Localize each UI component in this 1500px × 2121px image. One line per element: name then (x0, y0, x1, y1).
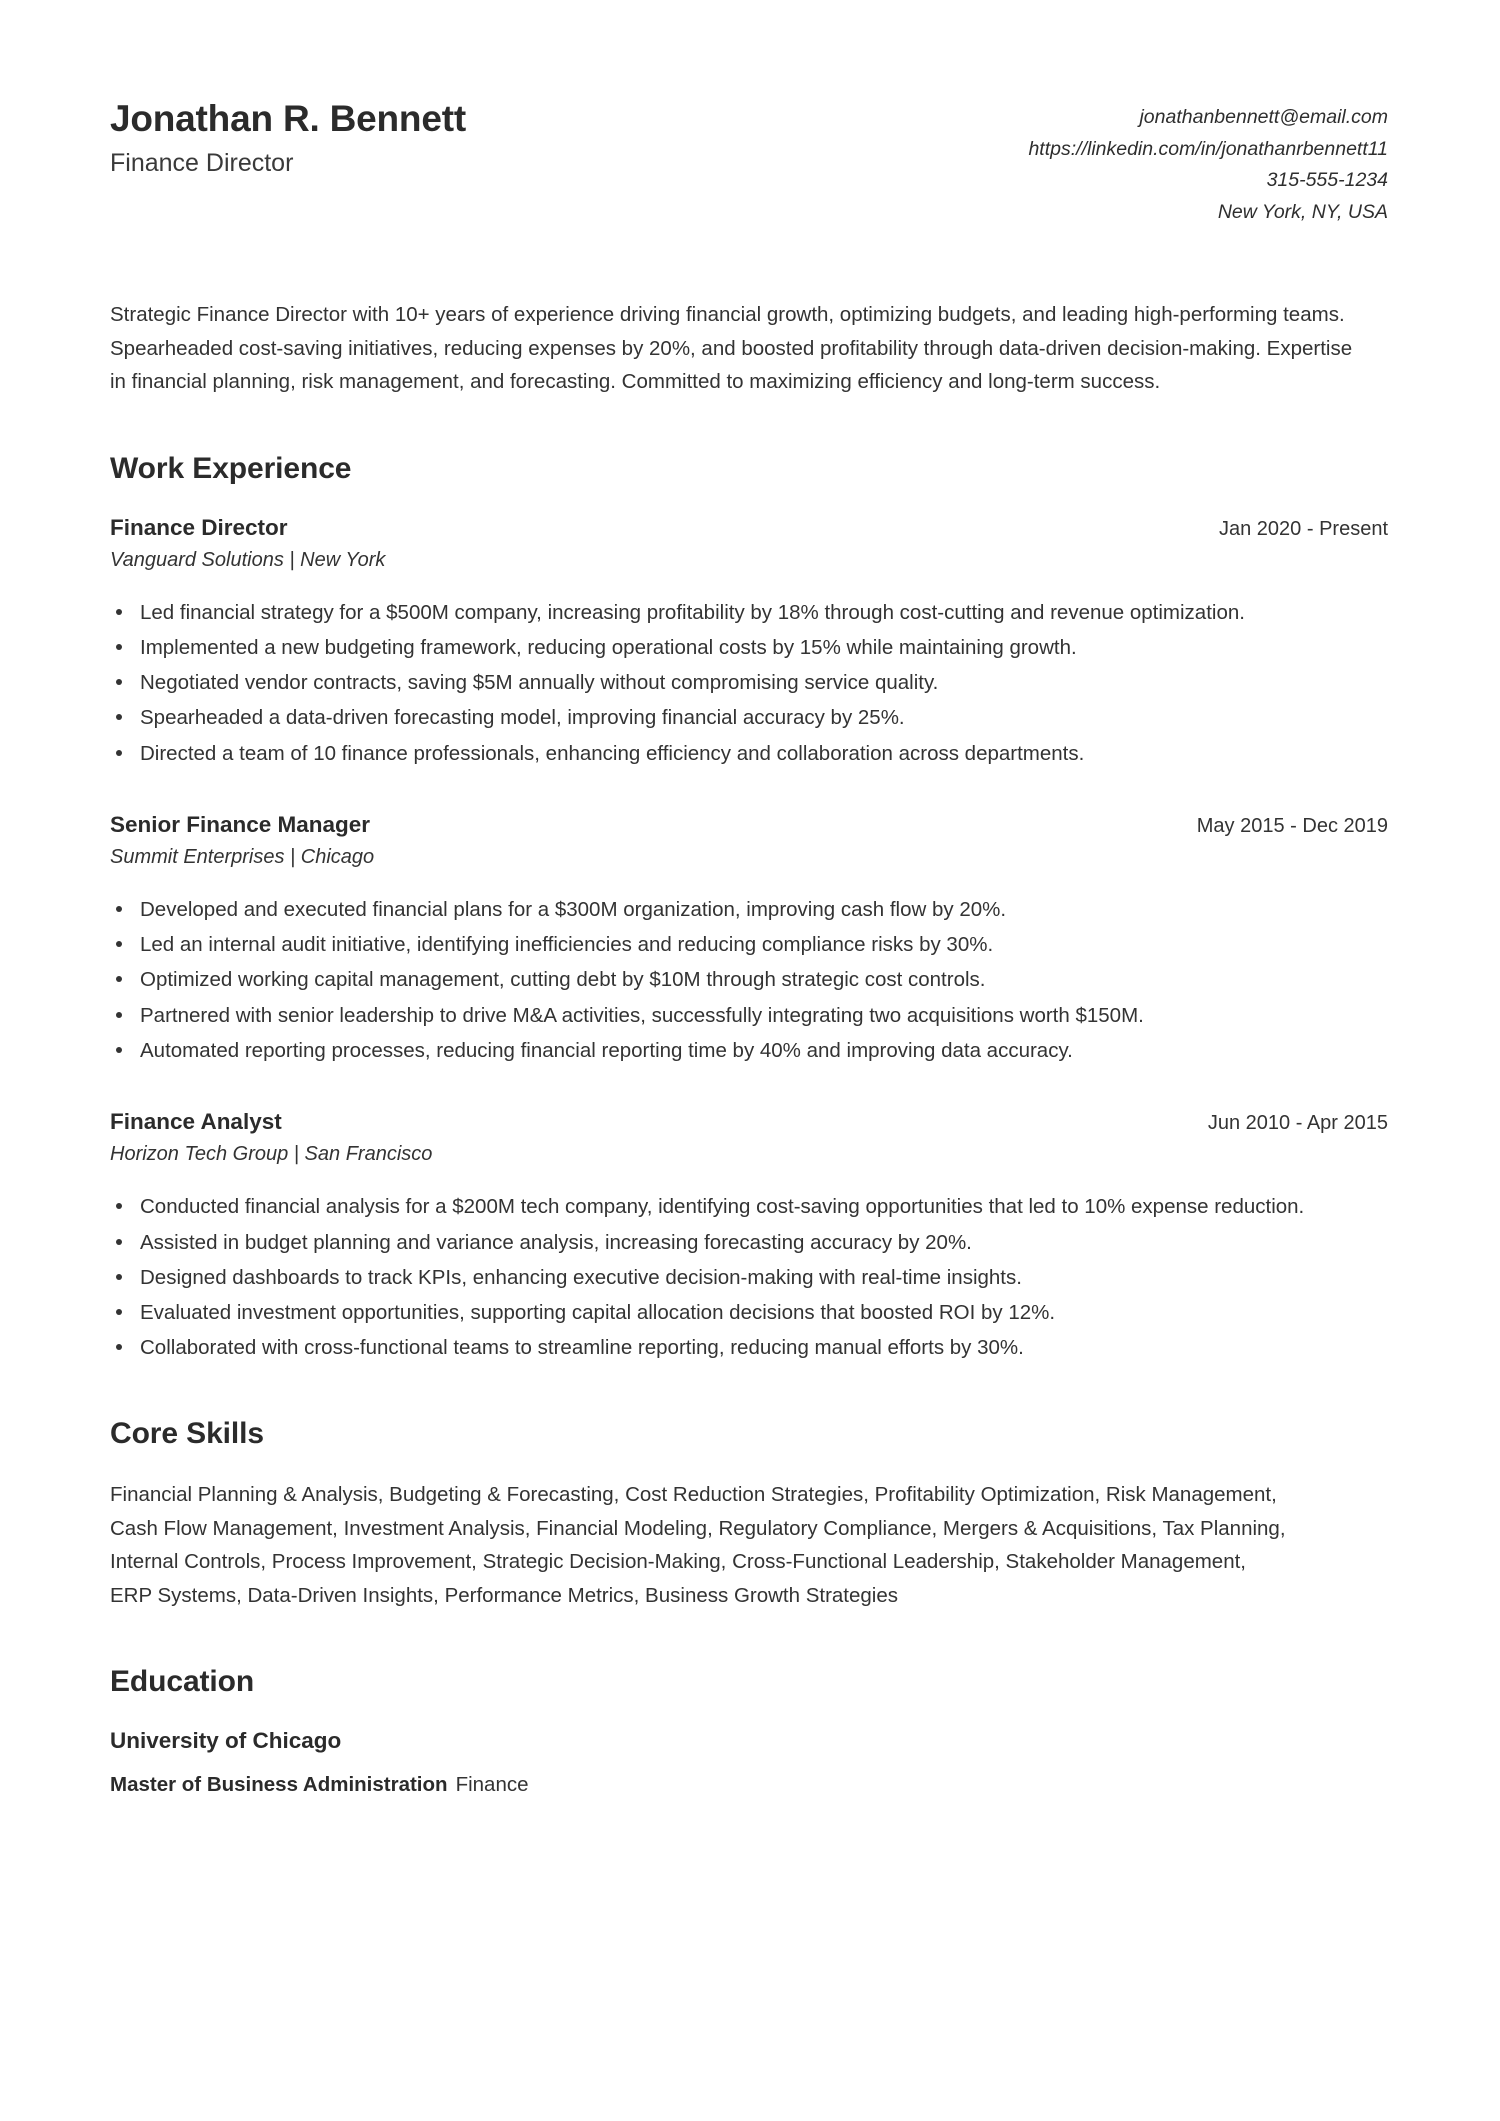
contact-phone[interactable]: 315-555-1234 (1266, 169, 1388, 192)
job-bullet: Optimized working capital management, cutting debt by $10M through strategic cost controls. (110, 963, 1388, 996)
job-bullet: Directed a team of 10 finance professionals, enhancing efficiency and collaboration across departments. (110, 737, 1388, 770)
education-degree-line (110, 1771, 1388, 1800)
job-title: Finance Director (110, 514, 288, 540)
candidate-name: Jonathan R. Bennett (110, 98, 466, 139)
section-work-experience (110, 451, 1388, 1365)
job-bullet: Automated reporting processes, reducing financial reporting time by 40% and improving data accuracy. (110, 1034, 1388, 1067)
job-bullet: Developed and executed financial plans for a $300M organization, improving cash flow by 20%. (110, 893, 1388, 926)
contact-email[interactable]: jonathanbennett@email.com (1139, 106, 1388, 128)
candidate-headline: Finance Director (110, 148, 294, 177)
section-title-education: Education (110, 1664, 255, 1698)
job-bullet: Spearheaded a data-driven forecasting model, improving financial accuracy by 25%. (110, 701, 1388, 734)
contact-linkedin[interactable]: https://linkedin.com/in/jonathanrbennett11 (1028, 137, 1388, 160)
job-dates: Jun 2010 - Apr 2015 (1207, 1112, 1388, 1135)
job-bullet: Evaluated investment opportunities, supporting capital allocation decisions that boosted ROI by 12%. (110, 1296, 1388, 1329)
job-bullet-list (110, 893, 1388, 1067)
section-title-work-experience: Work Experience (110, 451, 352, 485)
experience-entry-header (110, 810, 1388, 839)
identity-block (110, 92, 466, 181)
job-title: Senior Finance Manager (110, 811, 371, 837)
education-field: Finance (455, 1773, 529, 1797)
job-bullet: Partnered with senior leadership to drive M&A activities, successfully integrating two acquisitions worth $150M. (110, 999, 1388, 1032)
contact-location: New York, NY, USA (1217, 200, 1388, 223)
job-bullet: Led an internal audit initiative, identifying inefficiencies and reducing compliance risks by 30%. (110, 928, 1388, 961)
job-company-location: Summit Enterprises | Chicago (110, 846, 375, 869)
contact-block (1028, 92, 1388, 228)
education-entry (110, 1726, 1388, 1800)
job-bullet: Implemented a new budgeting framework, reducing operational costs by 15% while maintaining growth. (110, 631, 1388, 664)
section-core-skills (110, 1416, 1388, 1612)
professional-summary: Strategic Finance Director with 10+ years of experience driving financial growth, optimizing budgets, and leading high-performing teams. Spearheaded cost-saving initiatives, reducing expenses by 20%, and boosted profitability through data-driven decision-making. Expertise in financial planning, risk management, and forecasting. Committed to maximizing efficiency and long-term success. (110, 303, 1353, 394)
job-bullet: Negotiated vendor contracts, saving $5M annually without compromising service quality. (110, 666, 1388, 699)
education-degree: Master of Business Administration (110, 1773, 448, 1797)
experience-entry-header (110, 513, 1388, 542)
experience-entry (110, 810, 1388, 1067)
education-school: University of Chicago (110, 1727, 342, 1753)
experience-entry (110, 1107, 1388, 1364)
experience-entry-header (110, 1107, 1388, 1136)
job-bullet: Conducted financial analysis for a $200M tech company, identifying cost-saving opportunities that led to 10% expense reduction. (110, 1190, 1388, 1223)
job-company-location: Vanguard Solutions | New York (110, 548, 386, 571)
section-education (110, 1664, 1388, 1800)
job-title: Finance Analyst (110, 1109, 282, 1135)
job-bullet-list (110, 1190, 1388, 1364)
section-title-core-skills: Core Skills (110, 1417, 264, 1451)
core-skills-list: Financial Planning & Analysis, Budgeting & Forecasting, Cost Reduction Strategies, Profitability Optimization, Risk Management, Cash Flow Management, Investment Analysis, Financial Modeling, Regulatory Compliance, Mergers & Acquisitions, Tax Planning, Internal Controls, Process Improvement, Strategic Decision-Making, Cross-Functional Leadership, Stakeholder Management, ERP Systems, Data-Driven Insights, Performance Metrics, Business Growth Strategies (110, 1483, 1286, 1607)
experience-entry (110, 513, 1388, 770)
job-bullet: Led financial strategy for a $500M company, increasing profitability by 18% through cost-cutting and revenue optimization. (110, 596, 1388, 629)
job-company-location: Horizon Tech Group | San Francisco (110, 1143, 433, 1166)
job-bullet: Collaborated with cross-functional teams to streamline reporting, reducing manual efforts by 30%. (110, 1331, 1388, 1364)
job-dates: May 2015 - Dec 2019 (1196, 814, 1388, 837)
job-dates: Jan 2020 - Present (1219, 517, 1388, 540)
resume-header (110, 92, 1388, 228)
job-bullet: Assisted in budget planning and variance analysis, increasing forecasting accuracy by 20%. (110, 1226, 1388, 1259)
job-bullet: Designed dashboards to track KPIs, enhancing executive decision-making with real-time insights. (110, 1261, 1388, 1294)
job-bullet-list (110, 596, 1388, 770)
